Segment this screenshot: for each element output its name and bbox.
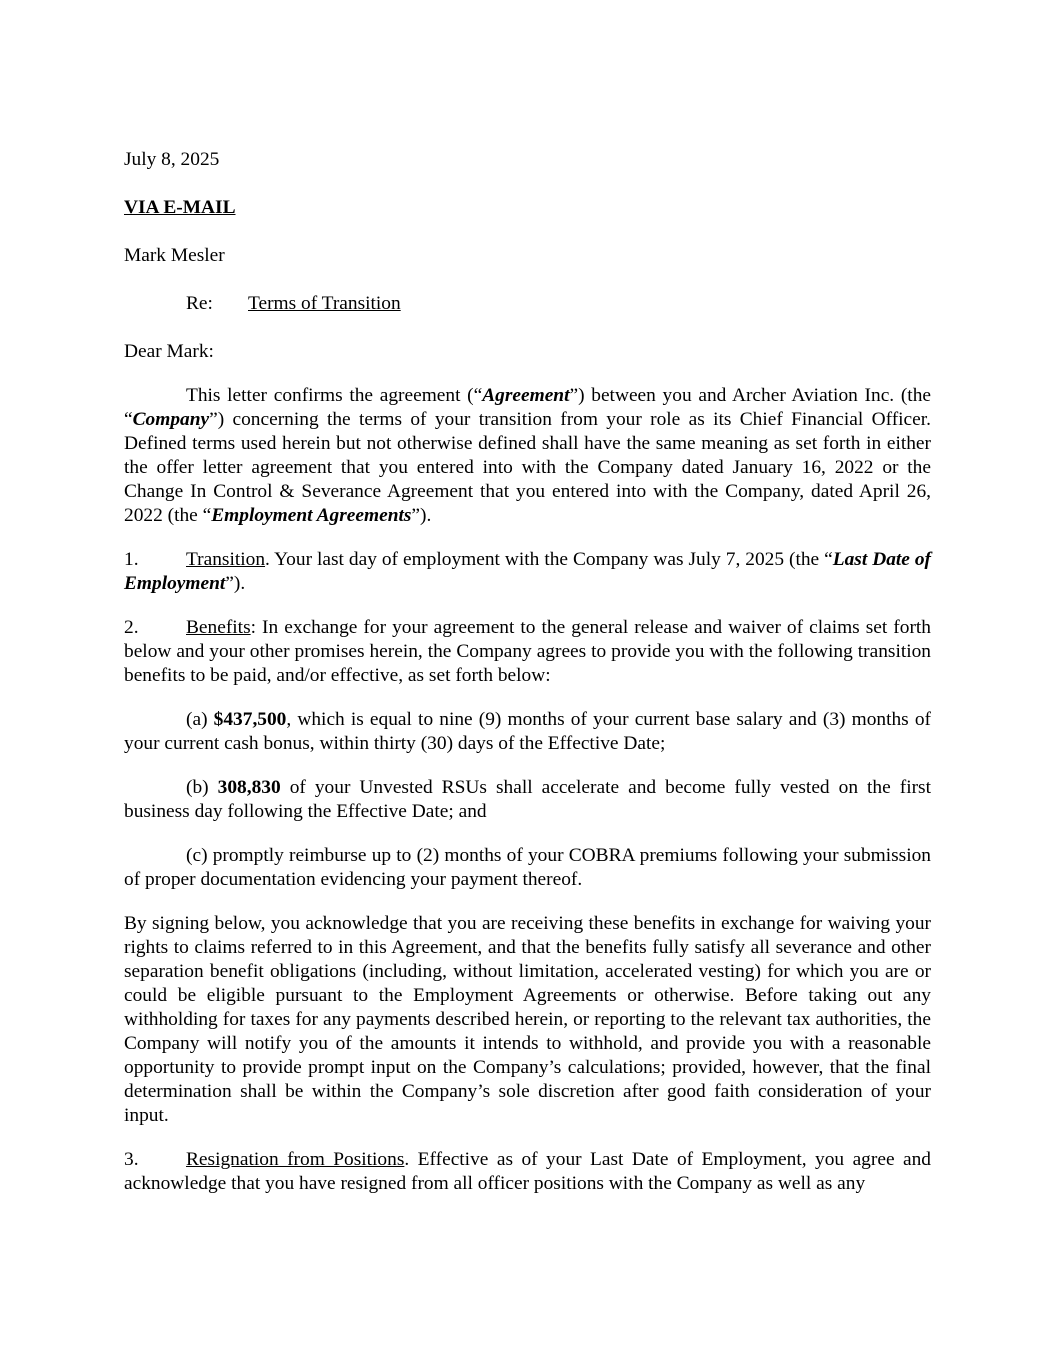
section-1-transition — [124, 548, 931, 596]
intro-text-3: ”) concerning the terms of your transition from your role as its Chief Financial Officer. Defined terms used herein but not otherwise defined shall have the same meaning as set forth in either the offer letter agreement that you entered into with the Company dated January 16, 2022 or the Change In Control & Severance Agreement that you entered into with the Company, dated April 26, 2022 (the “ — [124, 409, 931, 526]
acknowledgment-paragraph: By signing below, you acknowledge that you are receiving these benefits in exchange for waiving your rights to claims referred to in this Agreement, and that the benefits fully satisfy all severance and other separation benefit obligations (including, without limitation, accelerated vesting) for which you are or could be eligible pursuant to the Employment Agreements or otherwise. Before taking out any withholding for taxes for any payments described herein, or reporting to the relevant tax authorities, the Company will notify you of the amounts it intends to withhold, and provide you with a reasonable opportunity to provide prompt input on the Company’s calculations; provided, however, that the final determination shall be within the Company’s sole discretion after good faith consideration of your input. — [124, 913, 931, 1126]
benefit-item-a — [124, 708, 931, 756]
defined-term-employment-agreements: Employment Agreements — [211, 505, 412, 526]
intro-text-1: This letter confirms the agreement (“ — [186, 385, 483, 406]
intro-paragraph — [124, 384, 931, 528]
addressee-name: Mark Mesler — [124, 245, 225, 266]
item-a-prefix: (a) — [186, 709, 214, 730]
intro-text-4: ”). — [411, 505, 432, 526]
section-3-resignation — [124, 1148, 931, 1196]
benefit-item-c: (c) promptly reimburse up to (2) months of your COBRA premiums following your submission of proper documentation evidencing your payment thereof. — [124, 845, 931, 890]
section-1-end: ”). — [225, 573, 246, 594]
delivery-label: VIA E-MAIL — [124, 197, 236, 218]
intro-text-2: ”) between you and Archer Aviation Inc. (the “ — [124, 385, 931, 430]
item-a-text: , which is equal to nine (9) months of your current base salary and (3) months of your current cash bonus, within thirty (30) days of the Effective Date; — [124, 709, 931, 754]
section-1-text: . Your last day of employment with the Company was July 7, 2025 (the “ — [265, 549, 833, 570]
section-3-heading: Resignation from Positions — [186, 1149, 405, 1170]
section-2-number: 2. — [124, 617, 139, 638]
item-b-prefix: (b) — [186, 777, 218, 798]
letter-date: July 8, 2025 — [124, 149, 220, 170]
section-1-number: 1. — [124, 549, 139, 570]
delivery-method — [124, 196, 931, 220]
item-a-amount: $437,500 — [213, 709, 287, 730]
section-1-heading: Transition — [186, 549, 266, 570]
section-2-text: : In exchange for your agreement to the general release and waiver of claims set forth below and your other promises herein, the Company agrees to provide you with the following transition benefits to be paid, and/or effective, as set forth below: — [124, 617, 931, 686]
section-2-benefits — [124, 616, 931, 688]
section-2-heading: Benefits — [186, 617, 251, 638]
defined-term-last-date: Last Date of Employment — [124, 549, 932, 594]
re-subject: Terms of Transition — [248, 293, 401, 314]
section-3-number: 3. — [124, 1149, 139, 1170]
item-b-amount: 308,830 — [217, 777, 281, 798]
re-line — [124, 292, 931, 316]
item-b-text: of your Unvested RSUs shall accelerate and become fully vested on the first business day following the Effective Date; and — [124, 777, 931, 822]
defined-term-agreement: Agreement — [482, 385, 570, 406]
re-label: Re: — [186, 293, 213, 314]
section-3-text: . Effective as of your Last Date of Employment, you agree and acknowledge that you have resigned from all officer positions with the Company as well as any — [124, 1149, 931, 1194]
benefit-item-b — [124, 776, 931, 824]
salutation: Dear Mark: — [124, 341, 214, 362]
defined-term-company: Company — [132, 409, 210, 430]
letter-page — [124, 148, 931, 1196]
